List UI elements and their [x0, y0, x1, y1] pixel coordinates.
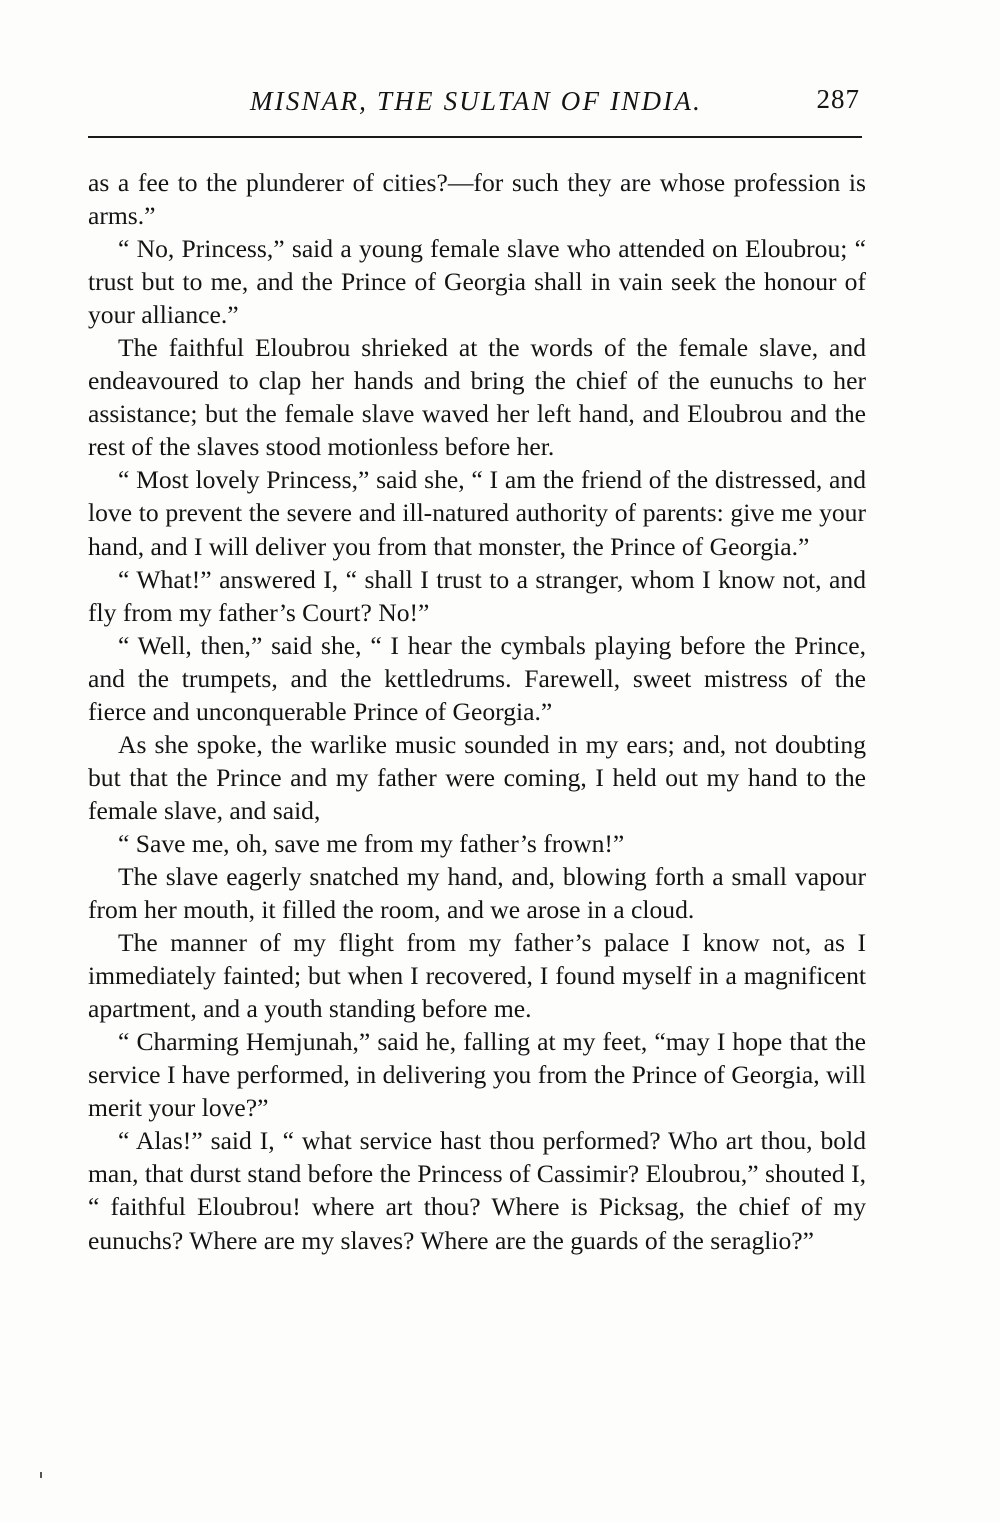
- paragraph: As she spoke, the warlike music sounded in my ears; and, not doubting but that the Prince and my father were coming, I held out my hand to the female slave, and said,: [88, 729, 866, 825]
- body-text: [88, 166, 866, 1257]
- paragraph: “ Alas!” said I, “ what service hast thou performed? Who art thou, bold man, that durst stand before the Princess of Cassimir? Eloubrou,” shouted I, “ faithful Eloubrou! where art thou? Where is Picksag, the chief of my eunuchs? Where are my slaves? Where are the guards of the seraglio?”: [88, 1126, 866, 1255]
- paragraph: The slave eagerly snatched my hand, and, blowing forth a small vapour from her mouth, it filled the room, and we arose in a cloud.: [88, 861, 866, 925]
- paragraph: as a fee to the plunderer of cities?—for such they are whose profession is arms.”: [88, 168, 866, 231]
- paragraph: “ Well, then,” said she, “ I hear the cymbals playing before the Prince, and the trumpets, and the kettledrums. Farewell, sweet mistress of the fierce and unconquerable Prince of Georgia.”: [88, 630, 866, 726]
- paragraph: “ No, Princess,” said a young female slave who attended on Eloubrou; “ trust but to me, and the Prince of Georgia shall in vain seek the honour of your alliance.”: [88, 234, 866, 330]
- running-title: MISNAR, THE SULTAN OF INDIA.: [249, 86, 703, 116]
- paragraph: “ Save me, oh, save me from my father’s frown!”: [118, 828, 625, 858]
- paragraph: The manner of my flight from my father’s palace I know not, as I immediately fainted; but when I recovered, I found myself in a magnificent apartment, and a youth standing before me.: [88, 928, 866, 1024]
- print-speck: [40, 1472, 42, 1478]
- paragraph: The faithful Eloubrou shrieked at the words of the female slave, and endeavoured to clap her hands and bring the chief of the eunuchs to her assistance; but the female slave waved her left hand, and Eloubrou and the rest of the slaves stood motionless before her.: [88, 333, 866, 462]
- paragraph: “ Most lovely Princess,” said she, “ I am the friend of the distressed, and love to prevent the severe and ill-natured authority of parents: give me your hand, and I will deliver you from that monster, the Prince of Georgia.”: [88, 465, 866, 561]
- paragraph: “ What!” answered I, “ shall I trust to a stranger, whom I know not, and fly from my father’s Court? No!”: [88, 564, 866, 627]
- header-rule: [88, 136, 862, 138]
- running-head: [88, 72, 864, 132]
- page-number: 287: [816, 84, 860, 114]
- paragraph: “ Charming Hemjunah,” said he, falling at my feet, “may I hope that the service I have performed, in delivering you from the Prince of Georgia, will merit your love?”: [88, 1027, 866, 1123]
